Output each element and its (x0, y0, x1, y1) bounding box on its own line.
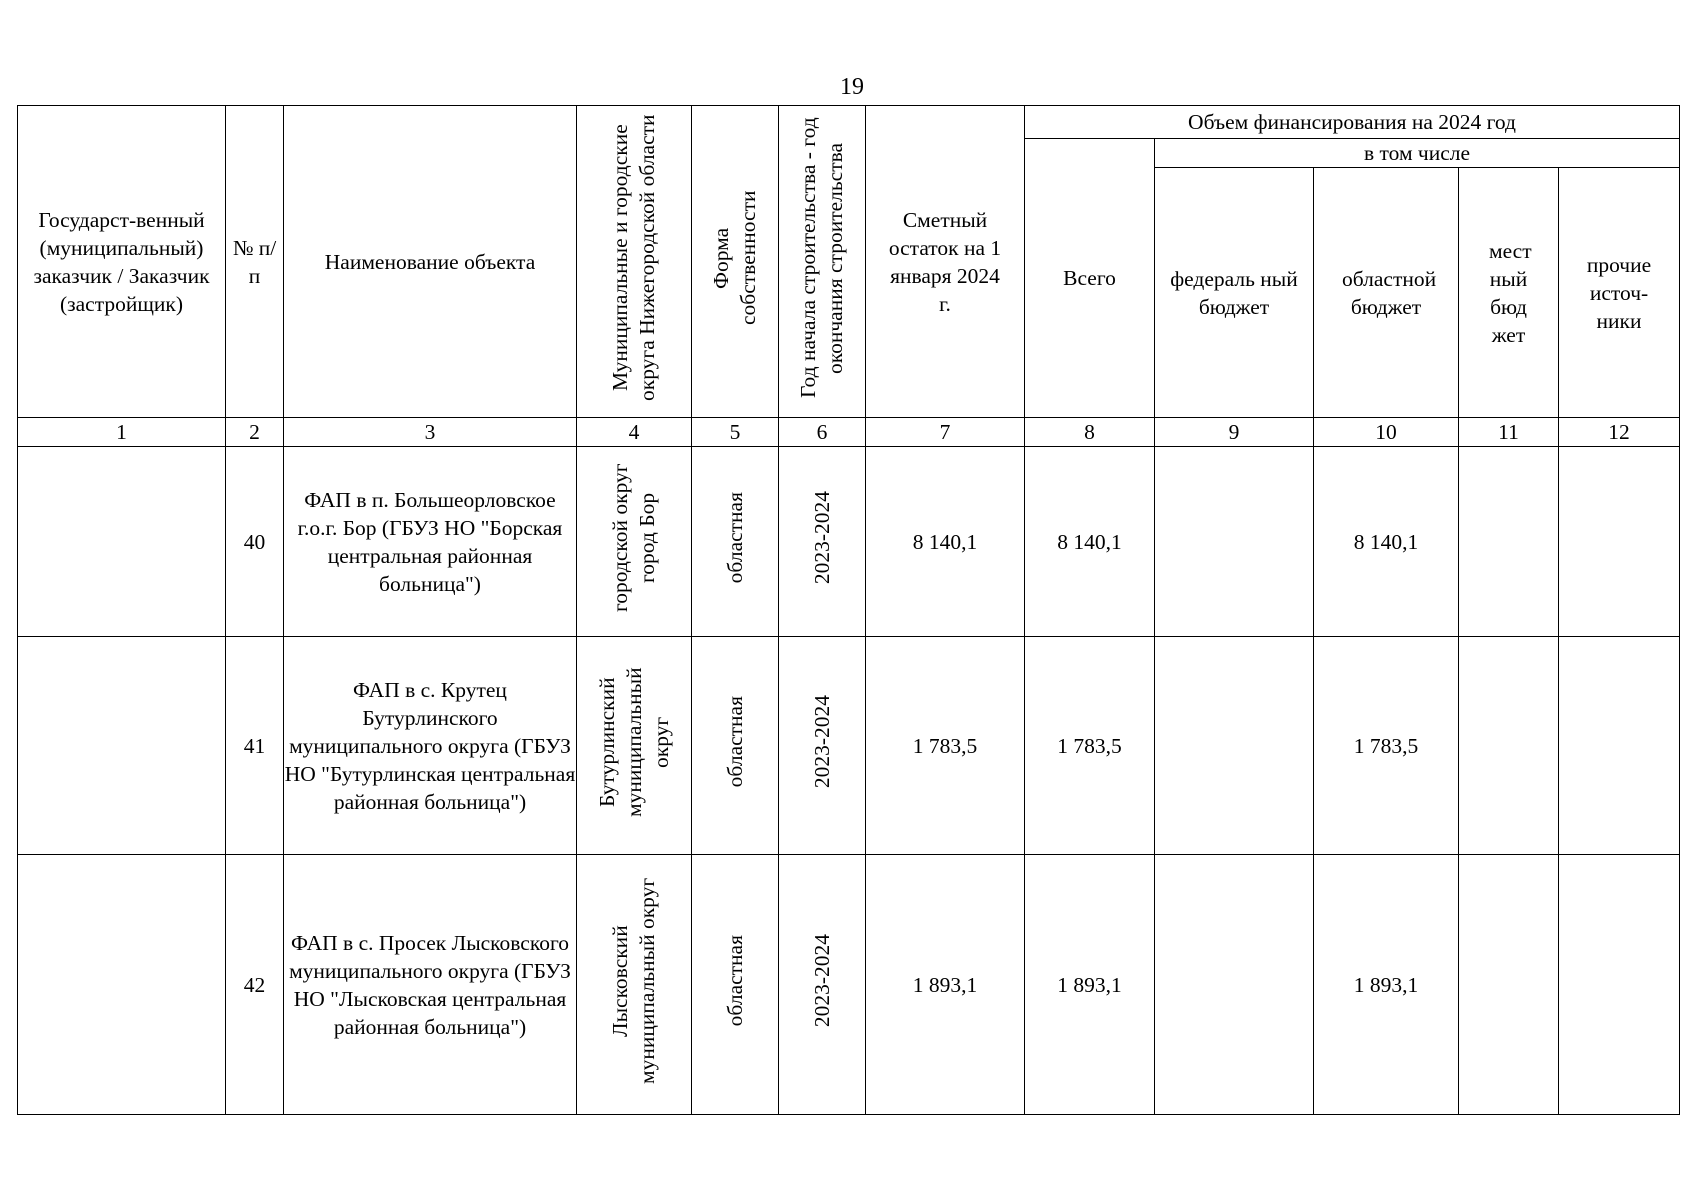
years-cell (779, 855, 866, 1115)
column-number: 2 (226, 418, 284, 447)
column-number: 5 (692, 418, 779, 447)
header-object-name: Наименование объекта (284, 106, 577, 418)
table-row (18, 855, 1680, 1115)
header-ownership (692, 106, 779, 418)
federal-cell (1155, 855, 1314, 1115)
customer-cell (18, 447, 226, 637)
years-text: 2023-2024 (809, 491, 834, 585)
column-number: 9 (1155, 418, 1314, 447)
ownership-text: областная (722, 935, 747, 1027)
district-cell (577, 855, 692, 1115)
years-text: 2023-2024 (809, 934, 834, 1028)
object-name-cell: ФАП в п. Большеорловское г.о.г. Бор (ГБУЗ НО "Борская центральная районная больница") (284, 447, 577, 637)
estimate-cell: 1 783,5 (866, 637, 1025, 855)
header-estimate: Сметный остаток на 1 января 2024 г. (866, 106, 1025, 418)
header-federal: федераль ный бюджет (1155, 168, 1314, 418)
total-cell: 8 140,1 (1025, 447, 1155, 637)
total-cell: 1 783,5 (1025, 637, 1155, 855)
district-cell (577, 637, 692, 855)
ownership-cell (692, 447, 779, 637)
column-number: 1 (18, 418, 226, 447)
header-ownership-text: Форма собственности (709, 190, 760, 326)
total-cell: 1 893,1 (1025, 855, 1155, 1115)
table-row (18, 447, 1680, 637)
column-number: 6 (779, 418, 866, 447)
number-cell: 40 (226, 447, 284, 637)
ownership-text: областная (722, 696, 747, 788)
header-district-text: Муниципальные и городские округа Нижегородской области (608, 114, 659, 402)
district-cell (577, 447, 692, 637)
header-including: в том числе (1155, 139, 1680, 168)
estimate-cell: 8 140,1 (866, 447, 1025, 637)
header-regional: областной бюджет (1314, 168, 1459, 418)
ownership-text: областная (722, 492, 747, 584)
years-text: 2023-2024 (809, 695, 834, 789)
header-customer: Государст-венный (муниципальный) заказчик / Заказчик (застройщик) (18, 106, 226, 418)
years-cell (779, 447, 866, 637)
column-number: 4 (577, 418, 692, 447)
district-text: Лысковский муниципальный округ (608, 877, 659, 1085)
column-number: 10 (1314, 418, 1459, 447)
header-number: № п/п (226, 106, 284, 418)
regional-cell: 1 783,5 (1314, 637, 1459, 855)
other-cell (1559, 637, 1680, 855)
local-cell (1459, 447, 1559, 637)
estimate-cell: 1 893,1 (866, 855, 1025, 1115)
column-number: 12 (1559, 418, 1680, 447)
regional-cell: 1 893,1 (1314, 855, 1459, 1115)
column-number: 3 (284, 418, 577, 447)
header-local: мест ный бюд жет (1459, 168, 1559, 418)
financing-table (17, 105, 1680, 1115)
district-text: Бутурлинский муниципальный округ (594, 667, 673, 817)
number-cell: 41 (226, 637, 284, 855)
federal-cell (1155, 637, 1314, 855)
years-cell (779, 637, 866, 855)
other-cell (1559, 855, 1680, 1115)
header-financing-group: Объем финансирования на 2024 год (1025, 106, 1680, 139)
regional-cell: 8 140,1 (1314, 447, 1459, 637)
header-years-text: Год начала строительства - год окончания строительства (796, 117, 847, 399)
federal-cell (1155, 447, 1314, 637)
column-number: 7 (866, 418, 1025, 447)
ownership-cell (692, 855, 779, 1115)
object-name-cell: ФАП в с. Просек Лысковского муниципального округа (ГБУЗ НО "Лысковская центральная районная больница") (284, 855, 577, 1115)
header-other: прочие источ-ники (1559, 168, 1680, 418)
header-total: Всего (1025, 139, 1155, 418)
local-cell (1459, 855, 1559, 1115)
object-name-cell: ФАП в с. Крутец Бутурлинского муниципального округа (ГБУЗ НО "Бутурлинская центральная районная больница") (284, 637, 577, 855)
table-row (18, 637, 1680, 855)
header-district (577, 106, 692, 418)
local-cell (1459, 637, 1559, 855)
customer-cell (18, 855, 226, 1115)
other-cell (1559, 447, 1680, 637)
page-number: 19 (840, 74, 864, 100)
customer-cell (18, 637, 226, 855)
ownership-cell (692, 637, 779, 855)
number-cell: 42 (226, 855, 284, 1115)
column-number: 11 (1459, 418, 1559, 447)
header-years (779, 106, 866, 418)
district-text: городской округ город Бор (608, 463, 659, 613)
column-number: 8 (1025, 418, 1155, 447)
